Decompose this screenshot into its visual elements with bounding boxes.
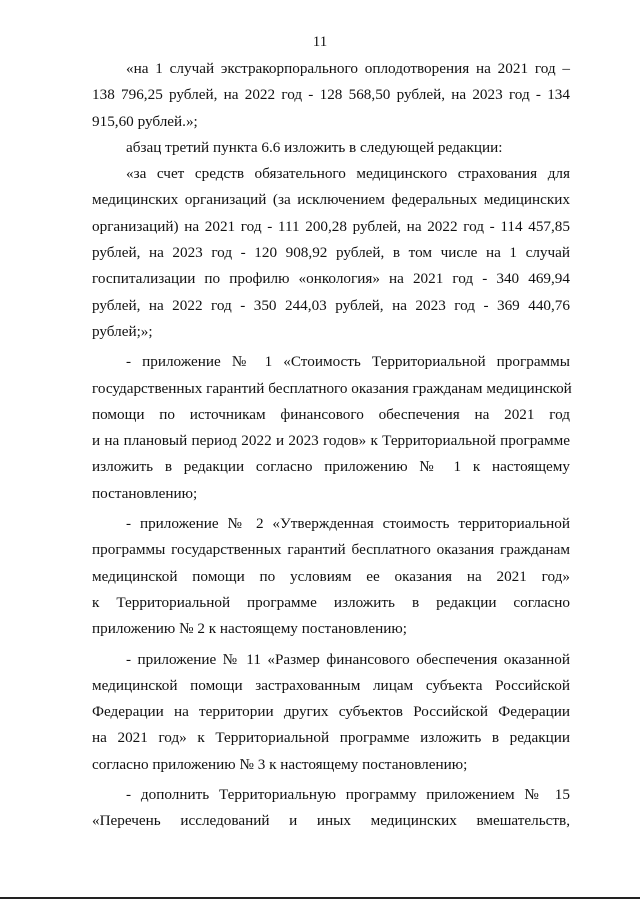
paragraph-appendix-11 (92, 647, 570, 778)
text-line: рублей;»; (92, 322, 153, 340)
text-line: рублей, на 2023 год - 120 908,92 рублей, в том числе на 1 случай (92, 244, 570, 262)
text-line: к Территориальной программе изложить в редакции согласно (92, 593, 570, 611)
text-line: рублей, на 2022 год - 350 244,03 рублей, на 2023 год - 369 440,76 (92, 296, 570, 314)
text-line: изложить в редакции согласно приложению № 1 к настоящему (92, 458, 570, 476)
text-line: Федерации на территории других субъектов Российской Федерации (92, 703, 570, 721)
text-line: и на плановый период 2022 и 2023 годов» к Территориальной программе (92, 432, 570, 450)
text-line: помощи по источникам финансового обеспечения на 2021 год (92, 405, 570, 423)
text-line: - приложение № 1 «Стоимость Территориальной программы (126, 353, 570, 371)
text-line: медицинской помощи по условиям ее оказания на 2021 год» (92, 567, 570, 585)
text-line: медицинских организаций (за исключением федеральных медицинских (92, 191, 570, 209)
text-line: на 2021 год» к Территориальной программе изложить в редакции (92, 729, 570, 747)
text-line: 915,60 рублей.»; (92, 112, 198, 130)
paragraph-appendix-1 (92, 349, 570, 507)
text-line: госпитализации по профилю «онкология» на 2021 год - 340 469,94 (92, 270, 570, 288)
bottom-rule (0, 897, 640, 899)
text-line: абзац третий пункта 6.6 изложить в следующей редакции: (126, 138, 503, 156)
text-line: - дополнить Территориальную программу приложением № 15 (126, 786, 570, 804)
text-line: «Перечень исследований и иных медицинских вмешательств, (92, 812, 570, 830)
text-line: приложению № 2 к настоящему постановлению; (92, 620, 407, 638)
text-line: организаций) на 2021 год - 111 200,28 рублей, на 2022 год - 114 457,85 (92, 217, 570, 235)
paragraph-ivf-cost (92, 56, 570, 135)
text-line: 138 796,25 рублей, на 2022 год - 128 568,50 рублей, на 2023 год - 134 (92, 86, 570, 104)
paragraph-appendix-15 (92, 782, 570, 835)
paragraph-appendix-2 (92, 511, 570, 642)
page-number: 11 (312, 34, 328, 50)
text-line: постановлению; (92, 484, 198, 502)
text-line: согласно приложению № 3 к настоящему постановлению; (92, 755, 468, 773)
text-line: медицинской помощи застрахованным лицам субъекта Российской (92, 676, 570, 694)
paragraph-amendment-6-6 (92, 135, 570, 161)
text-line: программы государственных гарантий бесплатного оказания гражданам (92, 541, 570, 559)
document-body (92, 56, 570, 835)
text-line: - приложение № 11 «Размер финансового обеспечения оказанной (126, 650, 570, 668)
text-line: государственных гарантий бесплатного оказания гражданам медицинской (92, 379, 572, 397)
paragraph-oms-funding (92, 161, 570, 345)
text-line: - приложение № 2 «Утвержденная стоимость территориальной (126, 515, 570, 533)
text-line: «на 1 случай экстракорпорального оплодотворения на 2021 год – (126, 60, 570, 77)
text-line: «за счет средств обязательного медицинского страхования для (126, 165, 570, 183)
